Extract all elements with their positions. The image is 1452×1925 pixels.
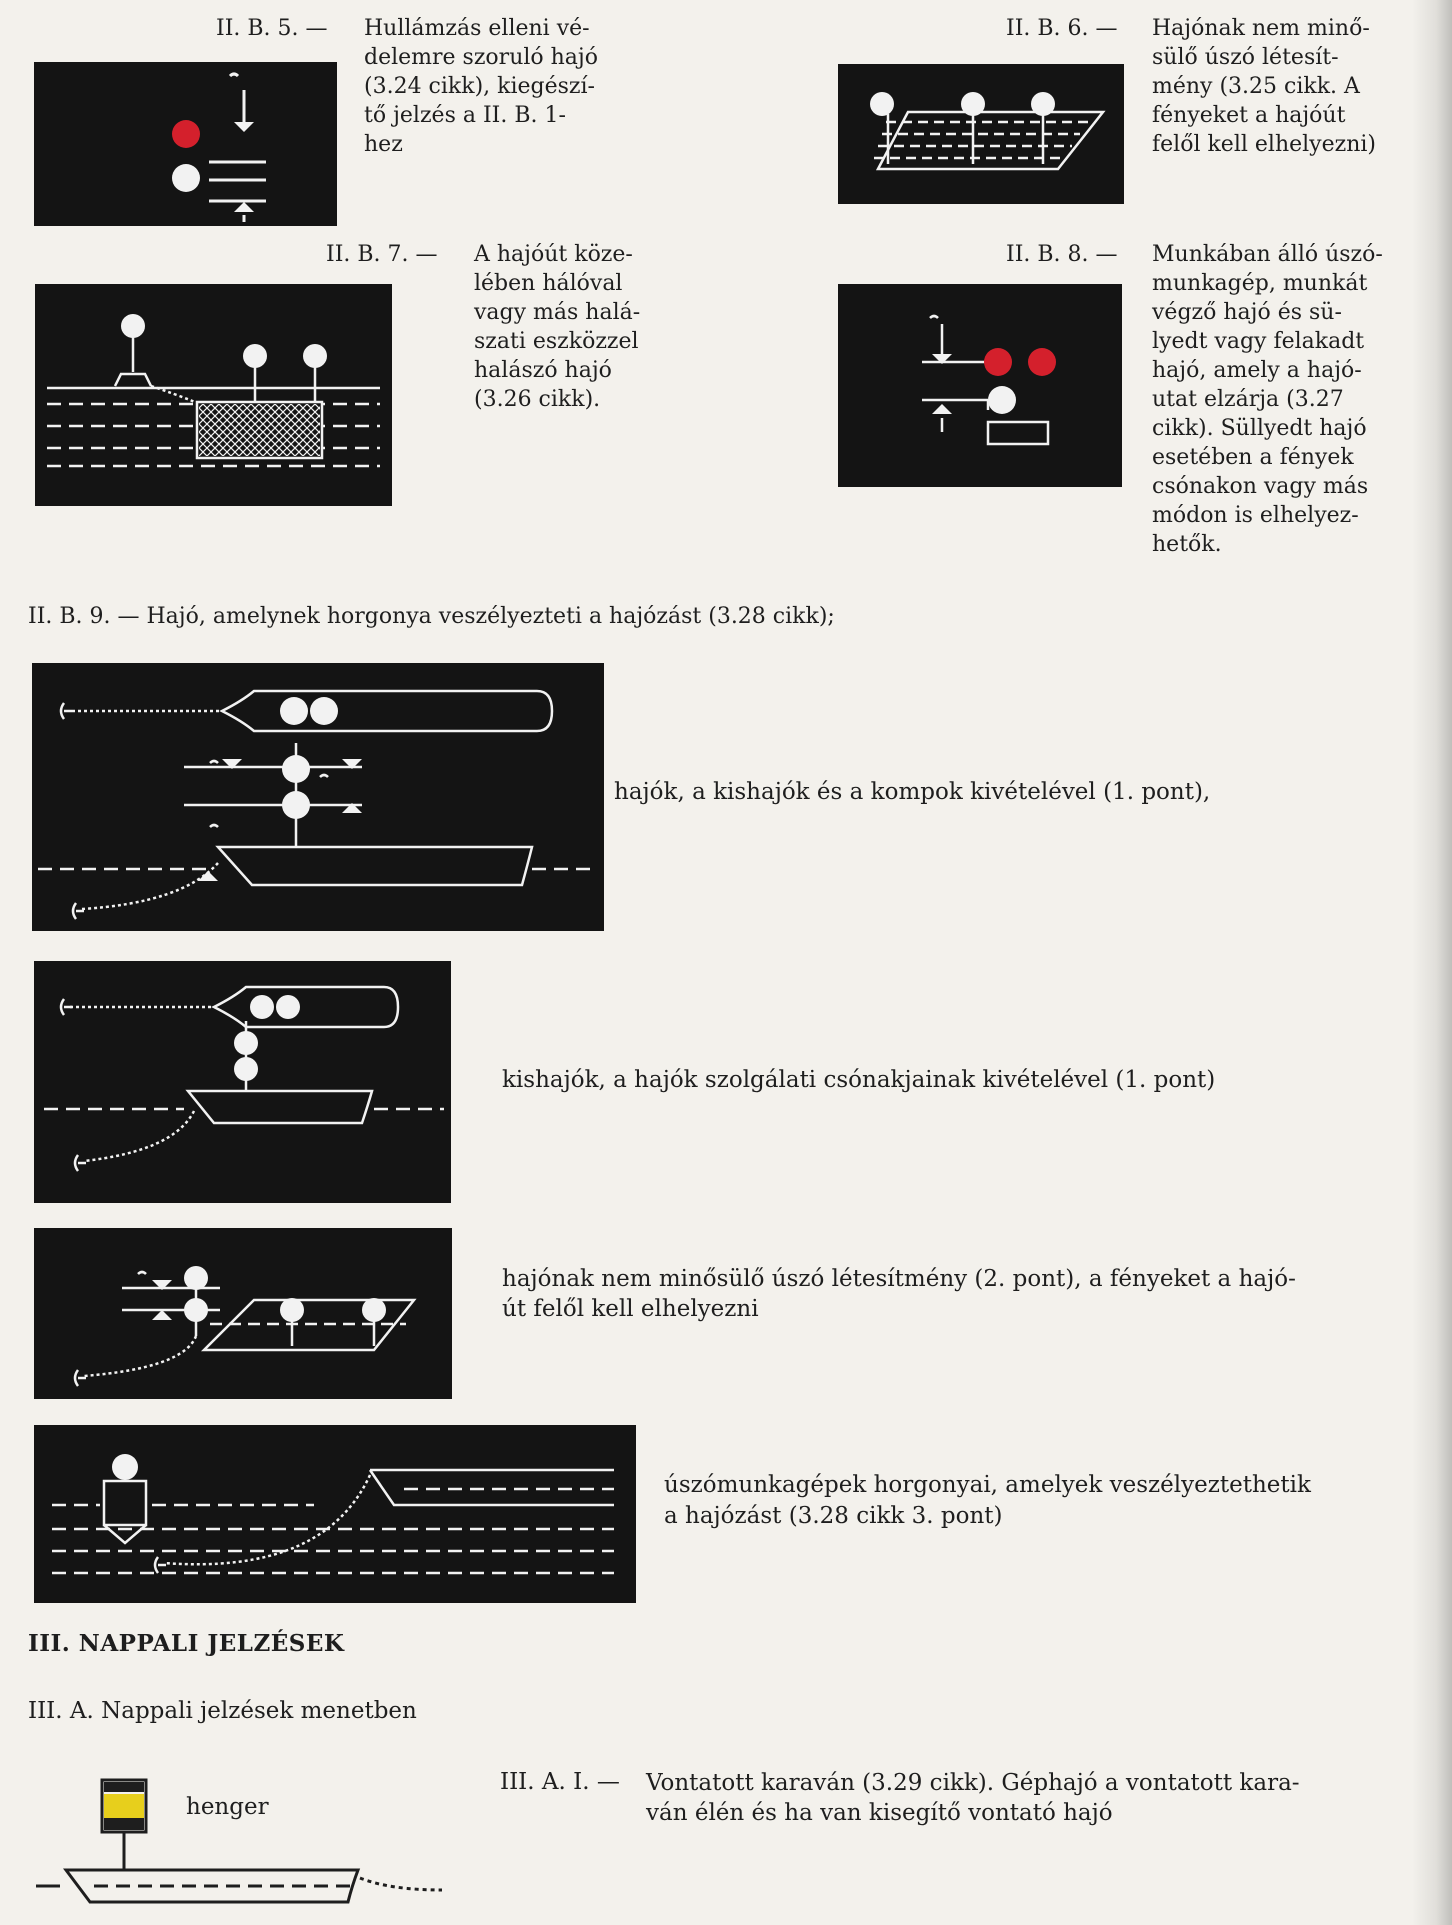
figure-b9-floating [34,1228,452,1399]
b9-item-3-line: út felől kell elhelyezni [502,1296,759,1322]
figure-b6 [838,64,1124,204]
b5-line: hez [364,132,403,157]
b9-item-2: kishajók, a hajók szolgálati csónakjainak kivételével (1. pont) [502,1067,1216,1093]
b5-line: Hullámzás elleni vé- [364,16,590,41]
iii-a1-line: ván élén és ha van kisegítő vontató hajó [646,1800,1113,1826]
b8-line: csónakon vagy más [1152,474,1369,499]
code-b5: II. B. 5. — [216,16,328,41]
heading-iii: III. NAPPALI JELZÉSEK [28,1630,345,1657]
b5-line: delemre szoruló hajó [364,45,598,70]
b6-line: mény (3.25 cikk. A [1152,74,1360,99]
label-henger: henger [186,1794,269,1820]
b8-line: hajó, amely a hajó- [1152,358,1362,383]
b9-title: II. B. 9. — Hajó, amelynek horgonya veszélyezteti a hajózást (3.28 cikk); [28,604,835,629]
text-iii-a1 [646,1768,1436,1828]
figure-b8 [838,284,1122,487]
b5-line: tő jelzés a II. B. 1- [364,103,566,128]
b7-line: A hajóút köze- [474,242,633,267]
text-b7 [474,240,684,414]
b7-line: vagy más halá- [474,300,641,325]
b9-item-4-line: úszómunkagépek horgonyai, amelyek veszélyeztethetik [664,1472,1311,1498]
b8-line: cikk). Süllyedt hajó [1152,416,1367,441]
b9-item-4 [664,1470,1444,1532]
b8-line: módon is elhelyez- [1152,503,1359,528]
b7-line: halászó hajó [474,358,612,383]
code-b7: II. B. 7. — [326,242,438,267]
b5-line: (3.24 cikk), kiegészí- [364,74,595,99]
code-iii-a1: III. A. I. — [500,1769,620,1795]
b7-line: (3.26 cikk). [474,387,601,412]
b9-item-3-line: hajónak nem minősülő úszó létesítmény (2. pont), a fényeket a hajó- [502,1266,1296,1292]
b7-line: lében hálóval [474,271,623,296]
b6-line: sülő úszó létesít- [1152,45,1339,70]
code-b8: II. B. 8. — [1006,242,1118,267]
figure-b9-small-ships [34,961,451,1203]
b8-line: végző hajó és sü- [1152,300,1342,325]
text-b5 [364,14,646,159]
b8-line: lyedt vagy felakadt [1152,329,1365,354]
iii-a1-line: Vontatott karaván (3.29 cikk). Géphajó a vontatott kara- [646,1770,1300,1796]
b9-item-1: hajók, a kishajók és a kompok kivételével (1. pont), [614,779,1211,805]
heading-iii-a: III. A. Nappali jelzések menetben [28,1698,417,1724]
text-b8 [1152,240,1438,559]
b6-line: Hajónak nem minő- [1152,16,1370,41]
b8-line: utat elzárja (3.27 [1152,387,1344,412]
figure-b9-ships [32,663,604,931]
b8-line: hetők. [1152,532,1222,557]
b9-item-4-line: a hajózást (3.28 cikk 3. pont) [664,1503,1003,1529]
b8-line: esetében a fények [1152,445,1354,470]
figure-b7 [35,284,392,506]
b9-item-3 [502,1264,1296,1324]
b8-line: munkagép, munkát [1152,271,1368,296]
figure-b5 [34,62,337,226]
b6-line: felől kell elhelyezni) [1152,132,1376,157]
b8-line: Munkában álló úszó- [1152,242,1383,267]
text-b6 [1152,14,1436,159]
b7-line: szati eszközzel [474,329,639,354]
figure-b9-dredger [34,1425,636,1603]
code-b6: II. B. 6. — [1006,16,1118,41]
b6-line: fényeket a hajóút [1152,103,1346,128]
